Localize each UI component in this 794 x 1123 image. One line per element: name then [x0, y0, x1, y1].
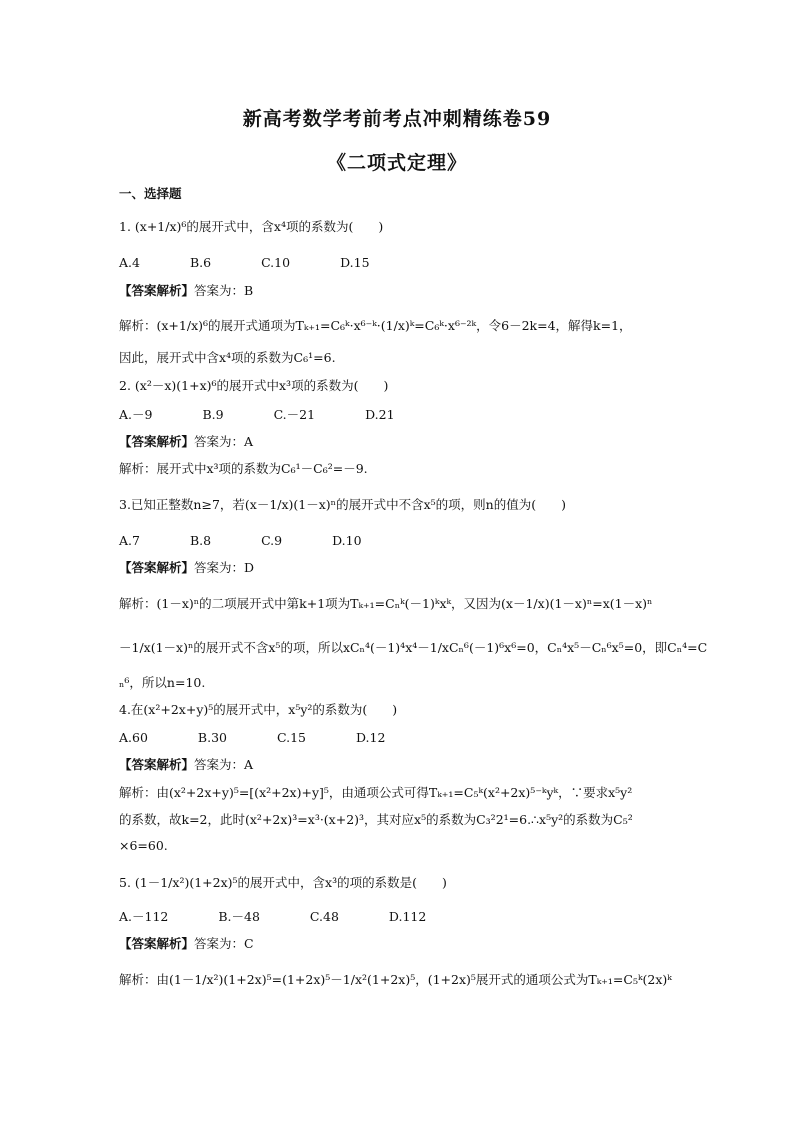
page-subtitle: 《二项式定理》 [326, 152, 467, 174]
answer-5-text: 答案为：C [194, 936, 254, 951]
answer-3-text: 答案为：D [194, 560, 255, 575]
answer-5 [119, 936, 254, 952]
explanation-4-line-2: 的系数，故k=2，此时(x²+2x)³=x³·(x+2)³，其对应x⁵的系数为C₃²2¹=6.∴x⁵y²的系数为C₅² [119, 812, 633, 827]
answer-label: 【答案解析】 [119, 434, 195, 449]
answer-4 [119, 757, 253, 773]
question-2: 2. (x²－x)(1+x)⁶的展开式中x³项的系数为( ) [119, 378, 389, 393]
question-5-options: A.－112 B.－48 C.48 D.112 [119, 909, 427, 924]
answer-2-text: 答案为：A [194, 434, 254, 449]
question-5: 5. (1－1/x²)(1+2x)⁵的展开式中，含x³的项的系数是( ) [119, 875, 447, 890]
question-3: 3.已知正整数n≥7，若(x－1/x)(1－x)ⁿ的展开式中不含x⁵的项，则n的值为( ) [119, 497, 566, 512]
question-3-options: A.7 B.8 C.9 D.10 [119, 533, 362, 548]
explanation-1-line-2: 因此，展开式中含x⁴项的系数为C₆¹=6. [119, 350, 336, 365]
answer-2 [119, 434, 253, 450]
section-heading: 一、选择题 [119, 186, 182, 201]
explanation-3-line-1: 解析：(1－x)ⁿ的二项展开式中第k+1项为Tₖ₊₁=Cₙᵏ(－1)ᵏxᵏ，又因为(x－1/x)(1－x)ⁿ=x(1－x)ⁿ [119, 596, 653, 611]
question-4: 4.在(x²+2x+y)⁵的展开式中，x⁵y²的系数为( ) [119, 702, 398, 717]
explanation-2: 解析：展开式中x³项的系数为C₆¹－C₆²=－9. [119, 461, 368, 476]
explanation-4-line-3: ×6=60. [119, 838, 168, 853]
answer-3 [119, 560, 254, 576]
answer-label: 【答案解析】 [119, 283, 195, 298]
question-1: 1. (x+1/x)⁶的展开式中，含x⁴项的系数为( ) [119, 219, 384, 234]
answer-1 [119, 283, 253, 299]
explanation-3-line-2: －1/x(1－x)ⁿ的展开式不含x⁵的项，所以xCₙ⁴(－1)⁴x⁴－1/xCₙ⁶(－1)⁶x⁶=0，Cₙ⁴x⁵－Cₙ⁶x⁵=0，即Cₙ⁴=C [119, 640, 708, 655]
question-2-options: A.－9 B.9 C.－21 D.21 [119, 407, 395, 422]
answer-label: 【答案解析】 [119, 757, 195, 772]
answer-label: 【答案解析】 [119, 560, 195, 575]
question-4-options: A.60 B.30 C.15 D.12 [119, 730, 386, 745]
question-1-options: A.4 B.6 C.10 D.15 [119, 255, 370, 270]
explanation-3-line-3: ₙ⁶，所以n=10. [119, 675, 206, 690]
page-title: 新高考数学考前考点冲刺精练卷59 [242, 108, 552, 130]
answer-1-text: 答案为：B [194, 283, 254, 298]
explanation-1-line-1: 解析：(x+1/x)⁶的展开式通项为Tₖ₊₁=C₆ᵏ·x⁶⁻ᵏ·(1/x)ᵏ=C₆ᵏ·x⁶⁻²ᵏ，令6－2k=4，解得k=1， [119, 318, 632, 333]
explanation-5-line-1: 解析：由(1－1/x²)(1+2x)⁵=(1+2x)⁵－1/x²(1+2x)⁵，(1+2x)⁵展开式的通项公式为Tₖ₊₁=C₅ᵏ(2x)ᵏ [119, 972, 672, 987]
explanation-4-line-1: 解析：由(x²+2x+y)⁵=[(x²+2x)+y]⁵，由通项公式可得Tₖ₊₁=C₅ᵏ(x²+2x)⁵⁻ᵏyᵏ，∵要求x⁵y² [119, 785, 633, 800]
answer-label: 【答案解析】 [119, 936, 195, 951]
answer-4-text: 答案为：A [194, 757, 254, 772]
